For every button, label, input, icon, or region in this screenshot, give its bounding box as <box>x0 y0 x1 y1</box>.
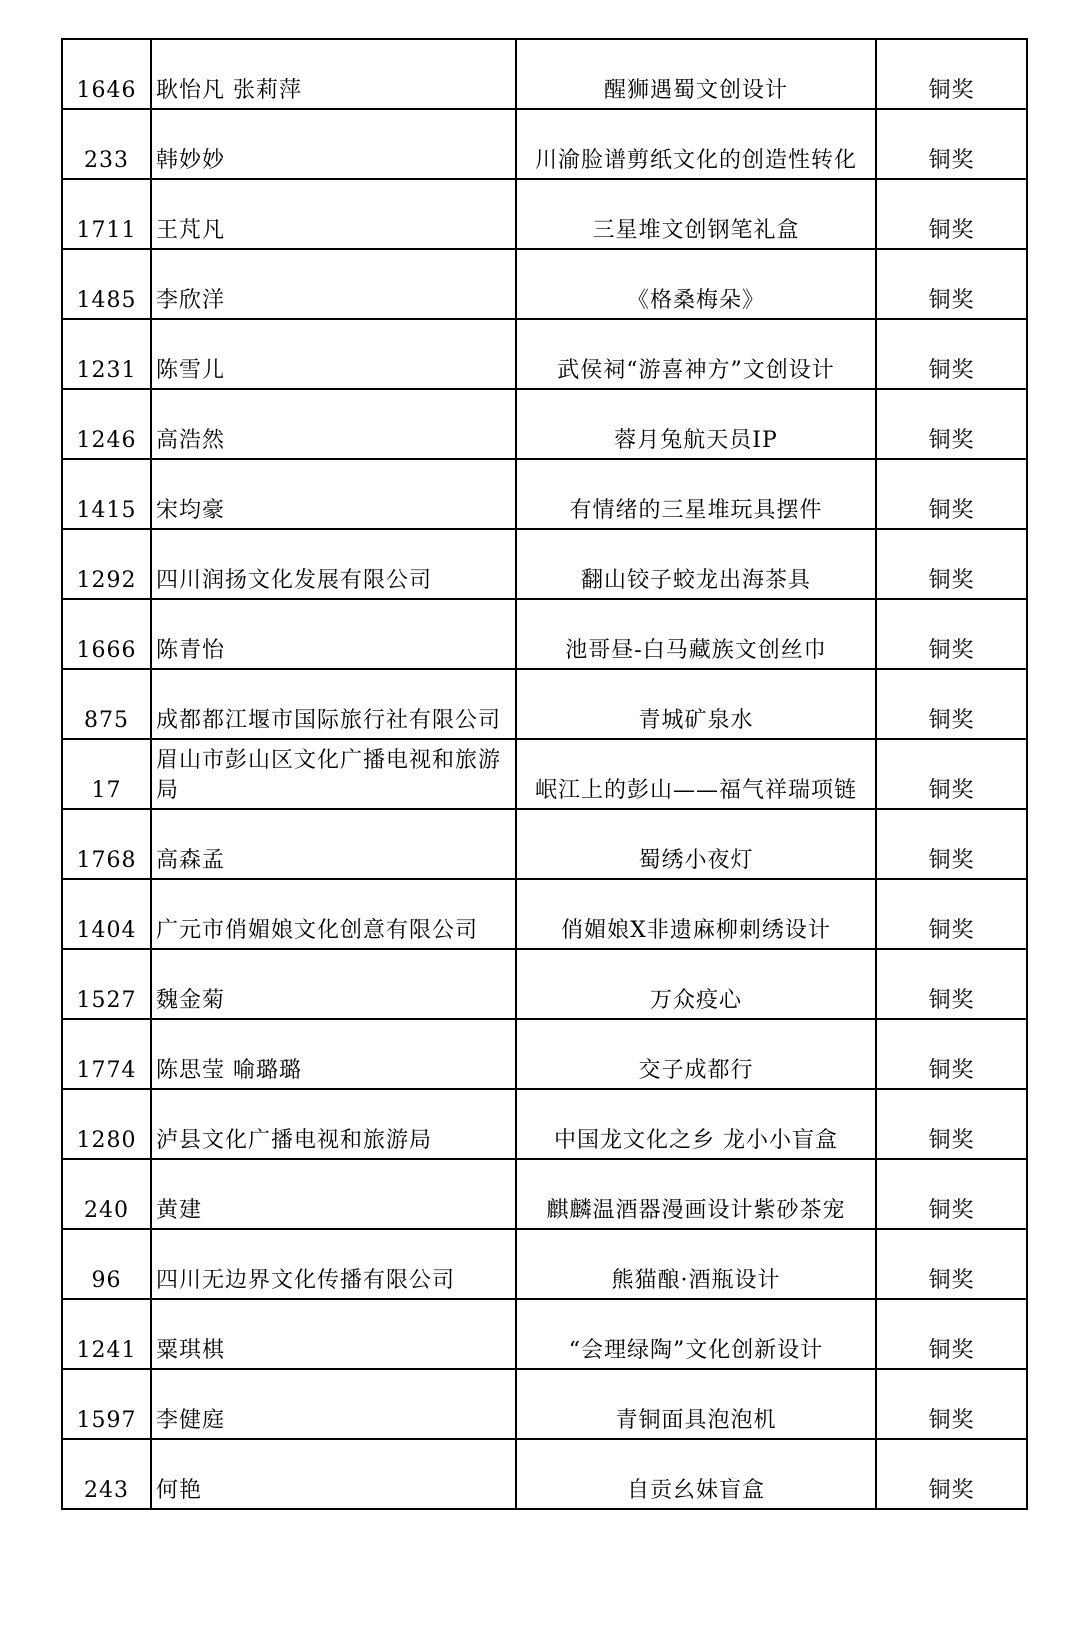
award-cell <box>876 459 1027 529</box>
table-row <box>62 39 1027 109</box>
work-title-cell <box>516 739 876 809</box>
entry-id-cell <box>62 949 151 1019</box>
work-title-text: 中国龙文化之乡 龙小小盲盒 <box>554 1128 838 1153</box>
work-title-cell <box>516 1159 876 1229</box>
entrant-name-text: 广元市俏媚娘文化创意有限公司 <box>156 918 479 943</box>
work-title-text: 青铜面具泡泡机 <box>615 1408 777 1433</box>
award-text: 铜奖 <box>928 1338 975 1363</box>
entrant-name-text: 四川润扬文化发展有限公司 <box>156 568 433 593</box>
award-cell <box>876 1089 1027 1159</box>
work-title-text: 《格桑梅朵》 <box>626 288 765 313</box>
entrant-name-text: 宋均豪 <box>156 498 226 523</box>
award-cell <box>876 389 1027 459</box>
award-text: 铜奖 <box>928 918 975 943</box>
award-cell <box>876 879 1027 949</box>
work-title-text: 醒狮遇蜀文创设计 <box>603 78 788 103</box>
entry-id-text: 96 <box>91 1268 122 1293</box>
work-title-text: 熊猫酿·酒瓶设计 <box>611 1268 781 1293</box>
entry-id-text: 1292 <box>76 568 137 593</box>
award-text: 铜奖 <box>928 568 975 593</box>
entrant-name-text: 陈雪儿 <box>156 358 226 383</box>
entrant-name-cell <box>151 389 516 459</box>
table-row <box>62 1369 1027 1439</box>
table-row <box>62 1439 1027 1509</box>
work-title-text: 川渝脸谱剪纸文化的创造性转化 <box>534 148 857 173</box>
award-text: 铜奖 <box>928 288 975 313</box>
award-text: 铜奖 <box>928 78 975 103</box>
entry-id-text: 233 <box>84 148 129 173</box>
entry-id-text: 1404 <box>76 918 137 943</box>
entry-id-text: 1246 <box>76 428 137 453</box>
entrant-name-text: 何艳 <box>156 1478 203 1503</box>
award-text: 铜奖 <box>928 1198 975 1223</box>
award-text: 铜奖 <box>928 1058 975 1083</box>
entry-id-cell <box>62 1439 151 1509</box>
entrant-name-text: 成都都江堰市国际旅行社有限公司 <box>156 708 502 733</box>
award-text: 铜奖 <box>928 1408 975 1433</box>
award-text: 铜奖 <box>928 1128 975 1153</box>
award-cell <box>876 1019 1027 1089</box>
award-text: 铜奖 <box>928 638 975 663</box>
table-row <box>62 599 1027 669</box>
award-cell <box>876 1229 1027 1299</box>
work-title-cell <box>516 809 876 879</box>
table-row <box>62 319 1027 389</box>
award-cell <box>876 249 1027 319</box>
table-row <box>62 1019 1027 1089</box>
entry-id-cell <box>62 809 151 879</box>
entrant-name-cell <box>151 529 516 599</box>
award-cell <box>876 599 1027 669</box>
entry-id-cell <box>62 1089 151 1159</box>
work-title-text: 万众疫心 <box>649 988 742 1013</box>
entrant-name-cell <box>151 1299 516 1369</box>
entrant-name-cell <box>151 1019 516 1089</box>
award-cell <box>876 109 1027 179</box>
award-cell <box>876 529 1027 599</box>
work-title-cell <box>516 669 876 739</box>
entrant-name-text: 陈思莹 喻璐璐 <box>156 1058 302 1083</box>
entry-id-cell <box>62 389 151 459</box>
table-row <box>62 459 1027 529</box>
entry-id-text: 17 <box>91 778 122 803</box>
award-cell <box>876 739 1027 809</box>
award-text: 铜奖 <box>928 498 975 523</box>
award-text: 铜奖 <box>928 848 975 873</box>
work-title-cell <box>516 529 876 599</box>
entry-id-text: 1415 <box>76 498 137 523</box>
work-title-text: 麒麟温酒器漫画设计紫砂茶宠 <box>546 1198 846 1223</box>
table-row <box>62 739 1027 809</box>
awards-table <box>61 38 1028 1510</box>
entry-id-cell <box>62 179 151 249</box>
work-title-cell <box>516 179 876 249</box>
entry-id-text: 875 <box>84 708 129 733</box>
entry-id-cell <box>62 599 151 669</box>
work-title-cell <box>516 599 876 669</box>
entry-id-text: 240 <box>84 1198 129 1223</box>
work-title-cell <box>516 1229 876 1299</box>
entrant-name-text: 魏金菊 <box>156 988 226 1013</box>
work-title-cell <box>516 1089 876 1159</box>
entrant-name-text: 眉山市彭山区文化广播电视和旅游局 <box>156 748 502 803</box>
work-title-cell <box>516 459 876 529</box>
work-title-text: 有情绪的三星堆玩具摆件 <box>569 498 823 523</box>
award-cell <box>876 39 1027 109</box>
work-title-text: 武侯祠“游喜神方”文创设计 <box>557 358 835 383</box>
entry-id-cell <box>62 529 151 599</box>
work-title-cell <box>516 109 876 179</box>
award-text: 铜奖 <box>928 148 975 173</box>
entrant-name-cell <box>151 1229 516 1299</box>
entrant-name-text: 高森孟 <box>156 848 226 873</box>
entry-id-cell <box>62 1019 151 1089</box>
entry-id-text: 1646 <box>76 78 137 103</box>
entrant-name-cell <box>151 1089 516 1159</box>
award-cell <box>876 1299 1027 1369</box>
table-row <box>62 109 1027 179</box>
entry-id-cell <box>62 669 151 739</box>
entrant-name-cell <box>151 319 516 389</box>
entrant-name-text: 韩妙妙 <box>156 148 226 173</box>
awards-table-body <box>62 39 1027 1509</box>
entrant-name-text: 粟琪棋 <box>156 1338 226 1363</box>
entry-id-cell <box>62 1369 151 1439</box>
entry-id-cell <box>62 879 151 949</box>
table-row <box>62 249 1027 319</box>
work-title-text: 自贡幺妹盲盒 <box>626 1478 765 1503</box>
entrant-name-cell <box>151 109 516 179</box>
table-row <box>62 949 1027 1019</box>
entrant-name-cell <box>151 1439 516 1509</box>
entrant-name-cell <box>151 879 516 949</box>
table-row <box>62 879 1027 949</box>
work-title-cell <box>516 39 876 109</box>
table-row <box>62 809 1027 879</box>
entrant-name-cell <box>151 1369 516 1439</box>
entrant-name-cell <box>151 809 516 879</box>
entrant-name-text: 李健庭 <box>156 1408 226 1433</box>
entrant-name-cell <box>151 949 516 1019</box>
entry-id-cell <box>62 739 151 809</box>
work-title-cell <box>516 949 876 1019</box>
table-row <box>62 1299 1027 1369</box>
entry-id-cell <box>62 109 151 179</box>
work-title-text: 三星堆文创钢笔礼盒 <box>592 218 800 243</box>
entry-id-text: 1768 <box>76 848 137 873</box>
table-row <box>62 669 1027 739</box>
work-title-text: 俏媚娘X非遗麻柳刺绣设计 <box>561 918 831 943</box>
work-title-text: “会理绿陶”文化创新设计 <box>568 1338 824 1363</box>
award-cell <box>876 949 1027 1019</box>
work-title-text: 池哥昼-白马藏族文创丝巾 <box>565 638 827 663</box>
work-title-cell <box>516 1439 876 1509</box>
award-text: 铜奖 <box>928 358 975 383</box>
work-title-cell <box>516 389 876 459</box>
entrant-name-cell <box>151 739 516 809</box>
entrant-name-cell <box>151 39 516 109</box>
work-title-text: 岷江上的彭山——福气祥瑞项链 <box>534 778 857 803</box>
table-row <box>62 529 1027 599</box>
entrant-name-cell <box>151 179 516 249</box>
award-cell <box>876 809 1027 879</box>
award-text: 铜奖 <box>928 1268 975 1293</box>
award-text: 铜奖 <box>928 428 975 453</box>
entrant-name-text: 王芃凡 <box>156 218 226 243</box>
entrant-name-text: 李欣洋 <box>156 288 226 313</box>
table-row <box>62 389 1027 459</box>
work-title-cell <box>516 319 876 389</box>
award-text: 铜奖 <box>928 1478 975 1503</box>
entry-id-cell <box>62 1229 151 1299</box>
entry-id-text: 1231 <box>76 358 137 383</box>
work-title-text: 蜀绣小夜灯 <box>638 848 754 873</box>
entrant-name-text: 四川无边界文化传播有限公司 <box>156 1268 456 1293</box>
table-row <box>62 179 1027 249</box>
work-title-cell <box>516 1299 876 1369</box>
work-title-text: 翻山铰子蛟龙出海茶具 <box>580 568 811 593</box>
award-cell <box>876 319 1027 389</box>
table-row <box>62 1159 1027 1229</box>
entry-id-cell <box>62 39 151 109</box>
entrant-name-text: 高浩然 <box>156 428 226 453</box>
entry-id-text: 1597 <box>76 1408 137 1433</box>
entrant-name-cell <box>151 459 516 529</box>
work-title-cell <box>516 1019 876 1089</box>
work-title-text: 蓉月兔航天员IP <box>614 428 778 453</box>
entrant-name-text: 泸县文化广播电视和旅游局 <box>156 1128 433 1153</box>
entry-id-text: 1711 <box>76 218 137 243</box>
work-title-cell <box>516 249 876 319</box>
work-title-text: 交子成都行 <box>638 1058 754 1083</box>
award-text: 铜奖 <box>928 218 975 243</box>
entry-id-cell <box>62 459 151 529</box>
award-cell <box>876 179 1027 249</box>
entrant-name-cell <box>151 599 516 669</box>
award-cell <box>876 1159 1027 1229</box>
work-title-cell <box>516 879 876 949</box>
entry-id-cell <box>62 249 151 319</box>
entry-id-text: 243 <box>84 1478 129 1503</box>
award-text: 铜奖 <box>928 988 975 1013</box>
award-cell <box>876 669 1027 739</box>
award-cell <box>876 1439 1027 1509</box>
entrant-name-text: 黄建 <box>156 1198 203 1223</box>
entry-id-text: 1666 <box>76 638 137 663</box>
entry-id-text: 1527 <box>76 988 137 1013</box>
entrant-name-cell <box>151 249 516 319</box>
entry-id-cell <box>62 319 151 389</box>
entry-id-text: 1241 <box>76 1338 137 1363</box>
entry-id-text: 1485 <box>76 288 137 313</box>
entrant-name-cell <box>151 669 516 739</box>
table-row <box>62 1229 1027 1299</box>
award-text: 铜奖 <box>928 708 975 733</box>
entry-id-text: 1280 <box>76 1128 137 1153</box>
entry-id-cell <box>62 1299 151 1369</box>
table-row <box>62 1089 1027 1159</box>
award-cell <box>876 1369 1027 1439</box>
entrant-name-cell <box>151 1159 516 1229</box>
work-title-cell <box>516 1369 876 1439</box>
work-title-text: 青城矿泉水 <box>638 708 754 733</box>
award-text: 铜奖 <box>928 778 975 803</box>
entrant-name-text: 耿怡凡 张莉萍 <box>156 78 302 103</box>
entrant-name-text: 陈青怡 <box>156 638 226 663</box>
entry-id-cell <box>62 1159 151 1229</box>
entry-id-text: 1774 <box>76 1058 137 1083</box>
